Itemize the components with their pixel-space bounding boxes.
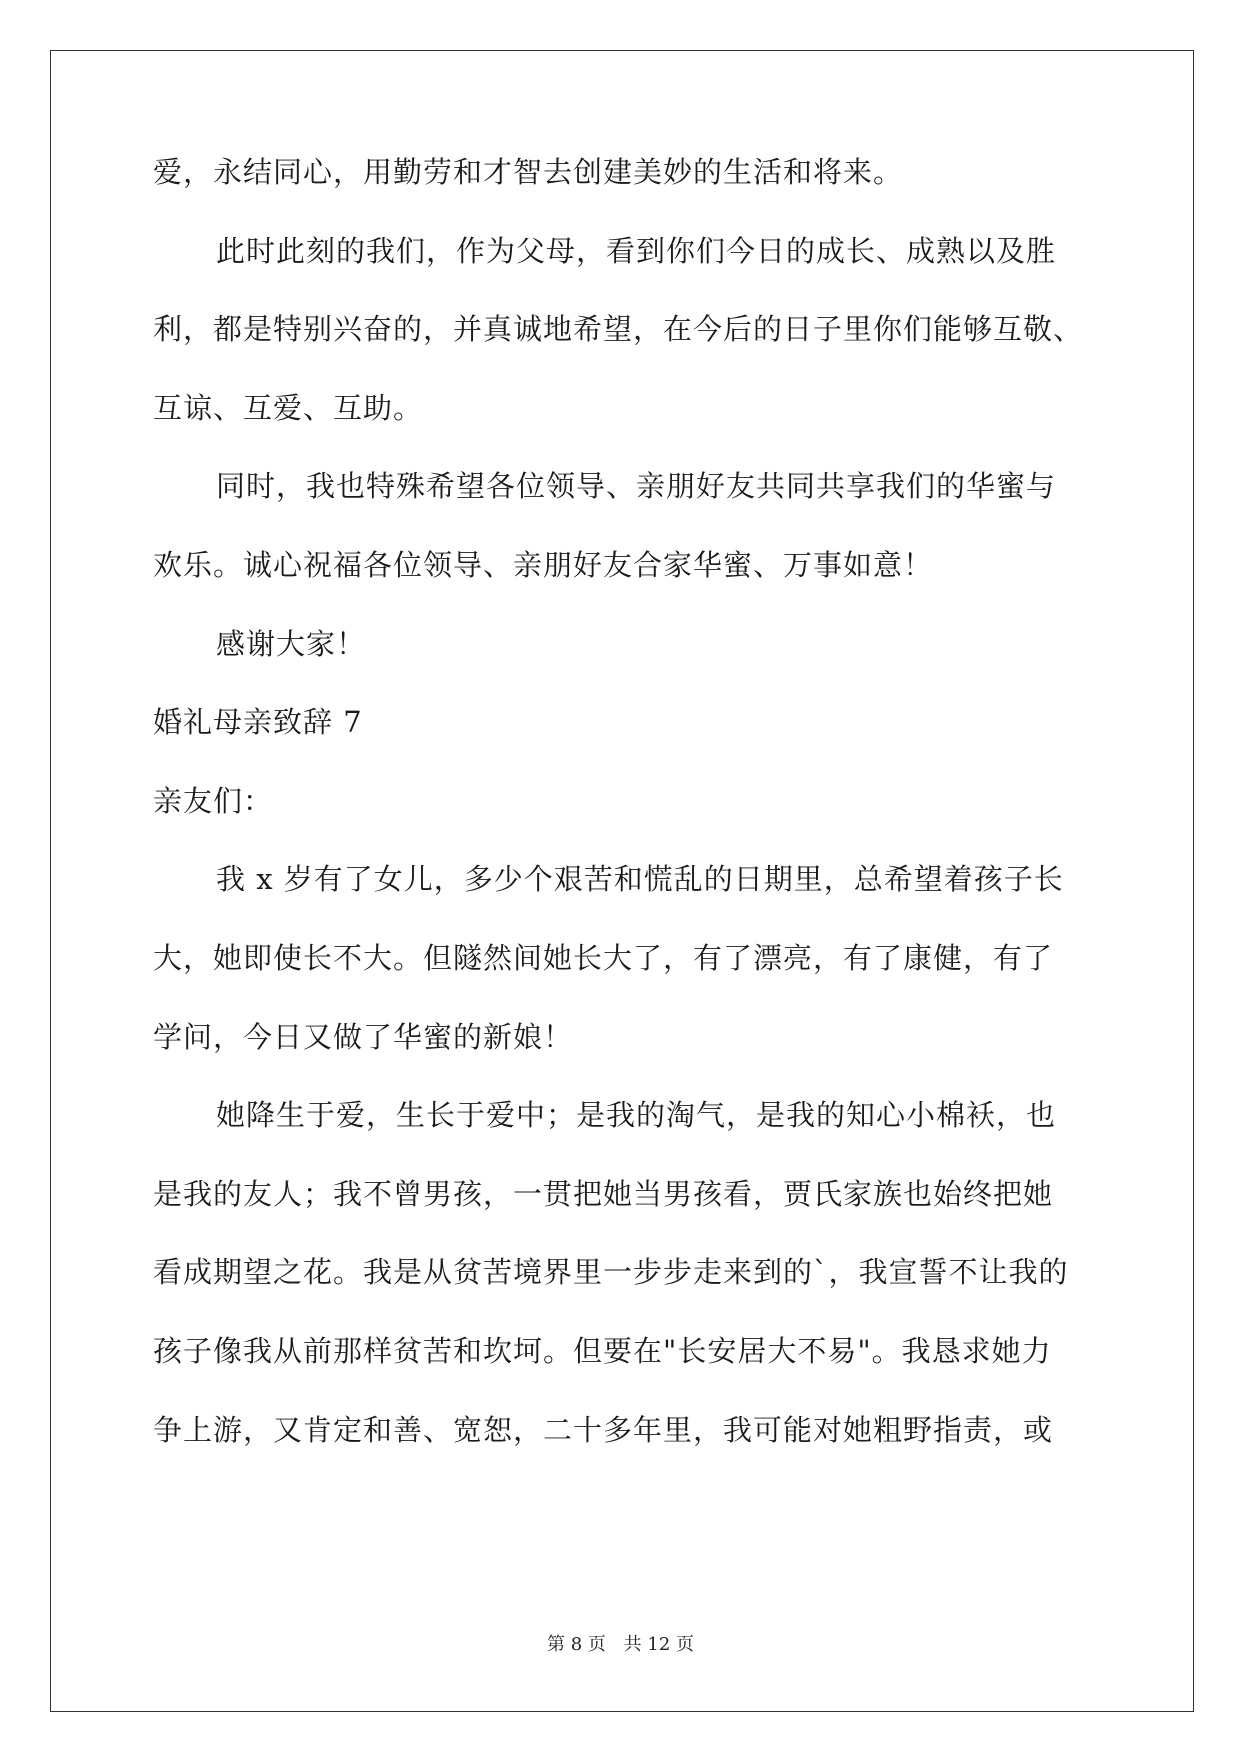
text-line: 互谅、互爱、互助。 [153, 390, 424, 425]
text-line: 爱，永结同心，用勤劳和才智去创建美妙的生活和将来。 [153, 155, 904, 189]
text-line: 此时此刻的我们，作为父母，看到你们今日的成长、成熟以及胜 [216, 233, 1057, 268]
text-line: 她降生于爱，生长于爱中；是我的淘气，是我的知心小棉袄，也 [216, 1098, 1057, 1133]
page-total: 共 12 页 [623, 1634, 694, 1655]
text-line: 看成期望之花。我是从贫苦境界里一步步走来到的`，我宣誓不让我的 [153, 1255, 1069, 1290]
text-line: 争上游，又肯定和善、宽恕，二十多年里，我可能对她粗野指责，或 [153, 1412, 1054, 1447]
text-line: 学问，今日又做了华蜜的新娘！ [153, 1019, 574, 1054]
text-line: 欢乐。诚心祝福各位领导、亲朋好友合家华蜜、万事如意！ [153, 547, 934, 582]
document-body [153, 155, 1103, 1494]
text-line: 感谢大家！ [216, 626, 367, 661]
text-line: 利，都是特别兴奋的，并真诚地希望，在今后的日子里你们能够互敬、 [153, 312, 1084, 347]
text-line: 是我的友人；我不曾男孩，一贯把她当男孩看，贾氏家族也始终把她 [153, 1176, 1054, 1211]
page-number: 第 8 页 [547, 1634, 606, 1655]
text-line: 大，她即使长不大。但隧然间她长大了，有了漂亮，有了康健，有了 [153, 940, 1054, 975]
text-line: 我 x 岁有了女儿，多少个艰苦和慌乱的日期里，总希望着孩子长 [216, 862, 1064, 897]
text-line: 孩子像我从前那样贫苦和坎坷。但要在"长安居大不易"。我恳求她力 [153, 1333, 1052, 1368]
section-heading: 婚礼母亲致辞 7 [153, 705, 363, 740]
salutation: 亲友们： [153, 783, 274, 818]
text-line: 同时，我也特殊希望各位领导、亲朋好友共同共享我们的华蜜与 [216, 469, 1057, 504]
page-footer [0, 1630, 1241, 1656]
